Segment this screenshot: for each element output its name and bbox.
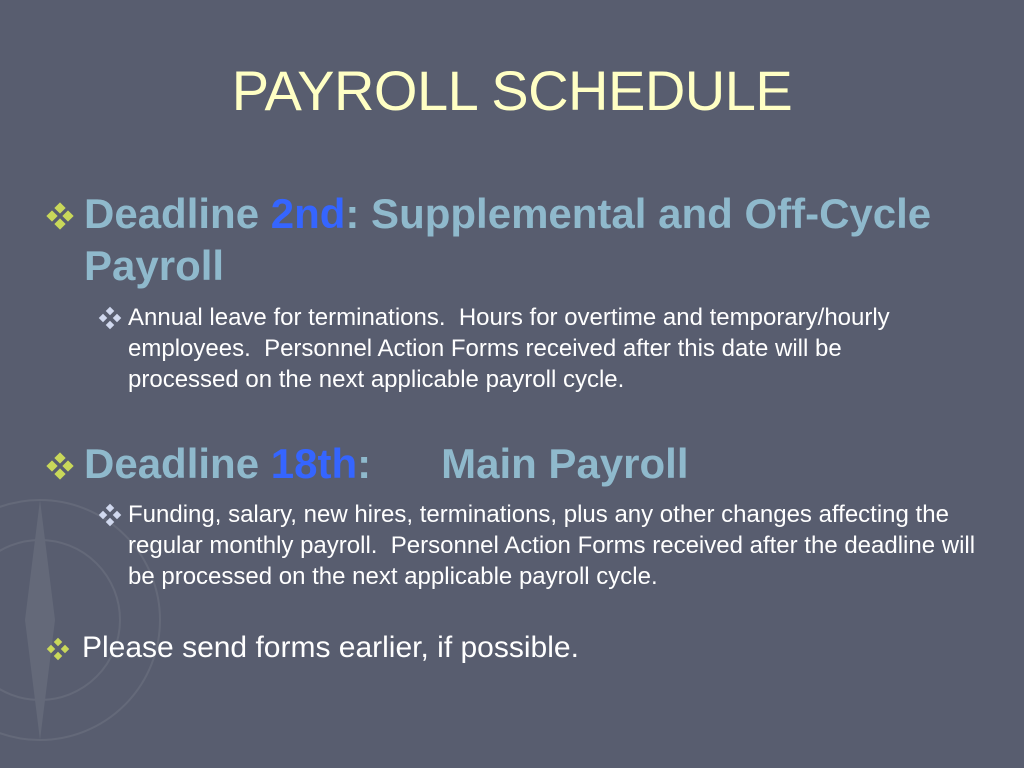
- deadline-18th-description: [100, 499, 990, 592]
- deadline-2nd-description: [100, 302, 940, 395]
- closing-text: Please send forms earlier, if possible.: [82, 631, 579, 664]
- deadline-18th-item: [48, 438, 948, 490]
- diamond-bullet-icon: [48, 204, 72, 228]
- deadline-2nd-text: Annual leave for terminations. Hours for overtime and temporary/hourly employees. Personnel Action Forms received after this date will be processed on the next applicable payroll cycle.: [128, 304, 897, 393]
- diamond-bullet-icon: [48, 639, 68, 659]
- deadline-2nd-item: [48, 188, 948, 292]
- diamond-bullet-icon: [48, 454, 72, 478]
- slide-title: PAYROLL SCHEDULE: [231, 59, 793, 122]
- small-diamond-bullet-icon: [100, 308, 120, 328]
- closing-note: [48, 630, 948, 666]
- deadline-2nd-heading: Deadline 2nd: Supplemental and Off-Cycle Payroll: [84, 190, 932, 289]
- small-diamond-bullet-icon: [100, 505, 120, 525]
- deadline-18th-highlight: 18th: [270, 440, 358, 487]
- deadline-18th-heading: Deadline 18th: Main Payroll: [84, 440, 689, 487]
- deadline-18th-text: Funding, salary, new hires, terminations, plus any other changes affecting the regular monthly payroll. Personnel Action Forms received after the deadline will be processed on the next applicable payroll cycle.: [128, 501, 982, 590]
- deadline-2nd-highlight: 2nd: [270, 190, 346, 237]
